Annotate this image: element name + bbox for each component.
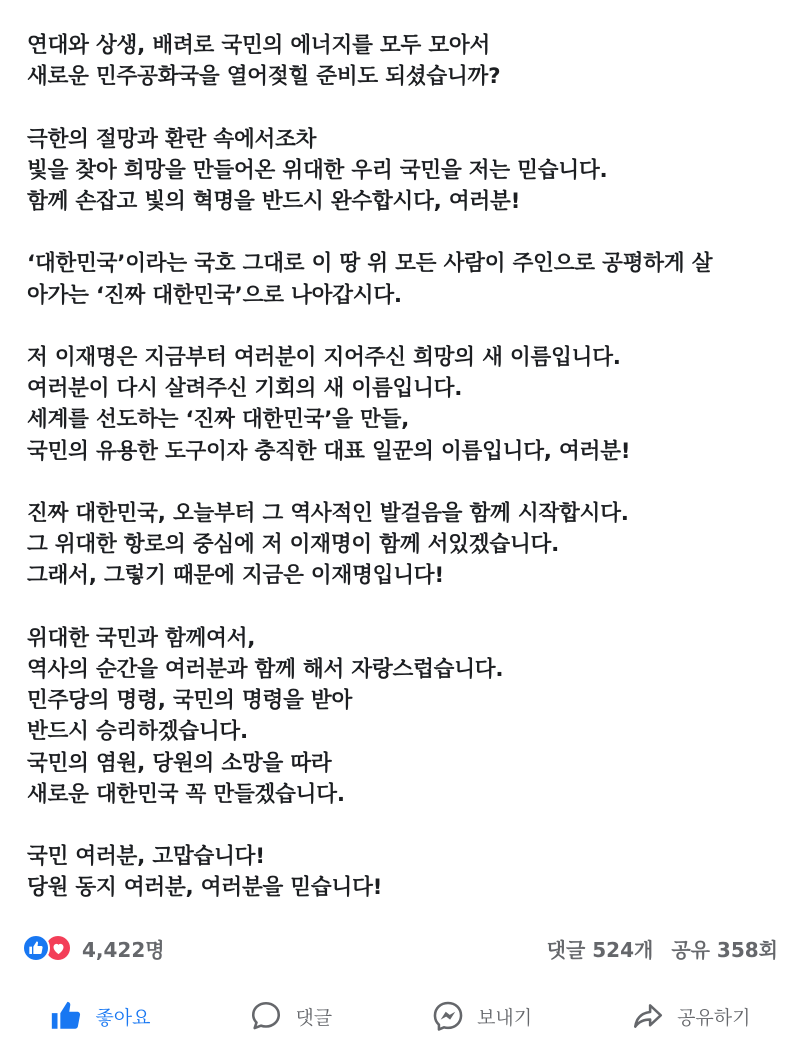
like-label: 좋아요: [95, 1006, 151, 1029]
comments-count[interactable]: 댓글 524개: [546, 937, 654, 962]
post-paragraph: [27, 498, 787, 592]
post-line: 반드시 승리하겠습니다.: [27, 719, 248, 745]
post-line: 그래서, 그렇기 때문에 지금은 이재명입니다!: [27, 563, 444, 589]
post-stats-row: [22, 931, 778, 965]
engagement-counts: [547, 934, 778, 963]
reactions-summary[interactable]: [22, 934, 165, 963]
comment-label: 댓글: [295, 1006, 333, 1029]
post-action-bar: [0, 990, 800, 1042]
post-paragraph: [27, 841, 787, 903]
post-line: 민주당의 명령, 국민의 명령을 받아: [27, 688, 353, 714]
post-line: 새로운 민주공화국을 열어젖힐 준비도 되셨습니까?: [27, 64, 501, 90]
shares-count[interactable]: 공유 358회: [671, 937, 778, 962]
post-line: ‘대한민국’이라는 국호 그대로 이 땅 위 모든 사람이 주인으로 공평하게 살: [27, 251, 713, 277]
post-line: 저 이재명은 지금부터 여러분이 지어주신 희망의 새 이름입니다.: [27, 344, 621, 370]
post-line: 연대와 상생, 배려로 국민의 에너지를 모두 모아서: [27, 33, 491, 58]
share-button[interactable]: [621, 993, 760, 1039]
post-line: 국민 여러분, 고맙습니다!: [27, 844, 265, 870]
post-line: 진짜 대한민국, 오늘부터 그 역사적인 발걸음을 함께 시작합시다.: [27, 500, 629, 526]
comment-icon: [249, 999, 283, 1033]
post-paragraph: [27, 248, 787, 310]
send-button[interactable]: [421, 993, 542, 1039]
post-line: 여러분이 다시 살려주신 기회의 새 이름입니다.: [27, 376, 463, 402]
post-paragraph: [27, 124, 787, 218]
send-label: 보내기: [477, 1006, 533, 1029]
post-line: 국민의 유용한 도구이자 충직한 대표 일꾼의 이름입니다, 여러분!: [27, 438, 631, 464]
post-line: 빛을 찾아 희망을 만들어온 위대한 우리 국민을 저는 믿습니다.: [27, 157, 608, 183]
post-paragraph: [27, 342, 787, 467]
post-line: 함께 손잡고 빛의 혁명을 반드시 완수합시다, 여러분!: [27, 189, 521, 214]
thumbs-up-icon: [49, 999, 83, 1033]
post-line: 그 위대한 항로의 중심에 저 이재명이 함께 서있겠습니다.: [27, 532, 560, 558]
share-label: 공유하기: [677, 1006, 751, 1029]
post-line: 당원 동지 여러분, 여러분을 믿습니다!: [27, 875, 383, 901]
like-icon: [22, 934, 50, 962]
post-line: 세계를 선도하는 ‘진짜 대한민국’을 만들,: [27, 407, 410, 433]
post-line: 위대한 국민과 함께여서,: [27, 625, 256, 651]
messenger-icon: [431, 999, 465, 1033]
share-arrow-icon: [631, 999, 665, 1033]
post-line: 아가는 ‘진짜 대한민국’으로 나아갑시다.: [27, 282, 402, 308]
post-paragraph: [27, 30, 787, 92]
post-paragraph: [27, 623, 787, 810]
reaction-icons: [22, 934, 72, 962]
post-body: [27, 30, 787, 904]
reactions-count: 4,422명: [82, 937, 165, 962]
comment-button[interactable]: [239, 993, 342, 1039]
like-button[interactable]: [39, 993, 160, 1039]
post-line: 역사의 순간을 여러분과 함께 해서 자랑스럽습니다.: [27, 656, 504, 682]
post-line: 극한의 절망과 환란 속에서조차: [27, 126, 317, 152]
post-line: 새로운 대한민국 꼭 만들겠습니다.: [27, 781, 345, 807]
post-line: 국민의 염원, 당원의 소망을 따라: [27, 750, 332, 776]
